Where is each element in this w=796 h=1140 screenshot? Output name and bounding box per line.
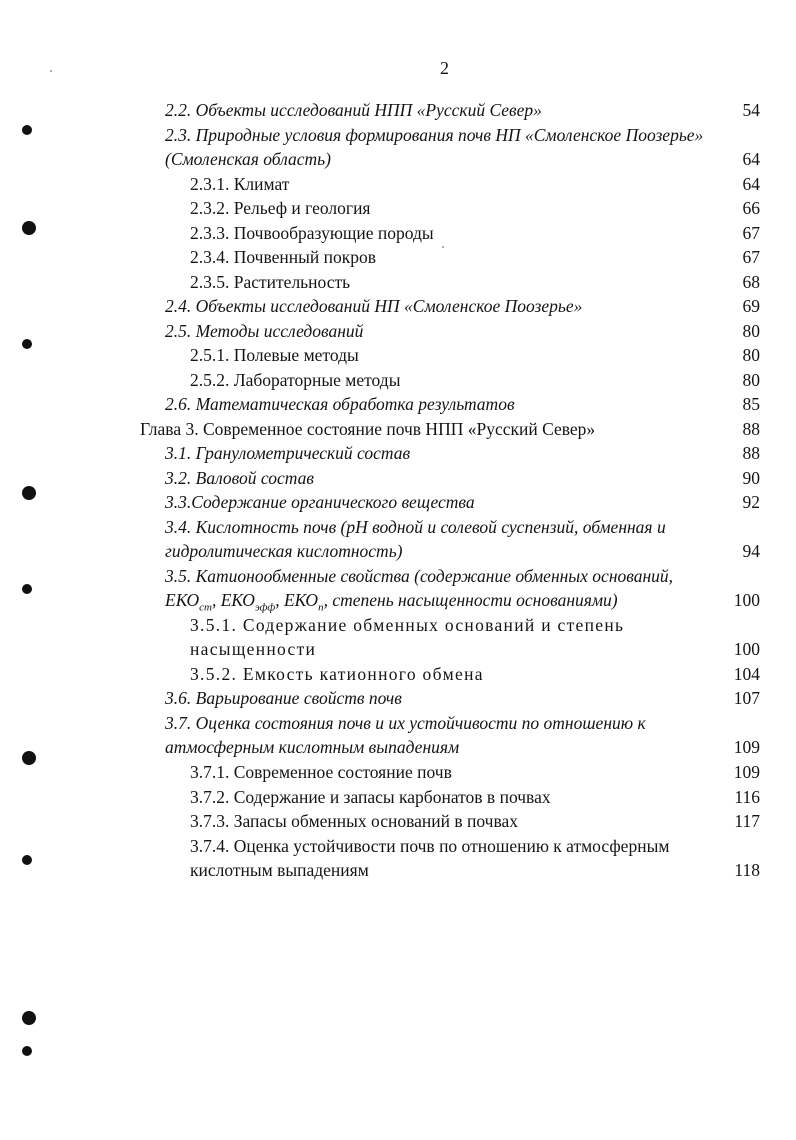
toc-page: 85 [742,394,760,414]
toc-entry: 2.5.2. Лабораторные методы [190,370,401,390]
toc-entry: 3.6. Варьирование свойств почв [165,688,402,708]
toc-page: 88 [742,443,760,463]
toc-page: 100 [733,590,760,610]
eko-label: , ЕКО [211,590,255,610]
toc-page: 64 [742,174,760,194]
eko-sub-eff: эфф [254,601,276,614]
toc-entry: 2.3.1. Климат [190,174,290,194]
toc-entry: 3.7.4. Оценка устойчивости почв по отношению к атмосферным [190,836,670,856]
toc-entry: 3.7.2. Содержание и запасы карбонатов в почвах [190,787,551,807]
binder-hole [22,1011,36,1025]
toc-entry: кислотным выпадениям [190,860,369,880]
toc-entry: 2.3.5. Растительность [190,272,351,292]
toc-page: 116 [734,787,760,807]
toc-page: 90 [742,468,760,488]
toc-entry: 3.5.2. Емкость катионного обмена [190,664,484,684]
binder-hole [22,486,36,500]
toc-entry: (Смоленская область) [165,149,331,169]
toc-entry: 3.7.3. Запасы обменных оснований в почвах [190,811,519,831]
toc-entry: 2.5.1. Полевые методы [190,345,359,365]
toc-chapter: Глава 3. Современное состояние почв НПП «Русский Север» [140,419,596,439]
eko-tail: , степень насыщенности основаниями) [323,590,618,610]
toc-page: 117 [734,811,760,831]
toc-entry: 2.3.2. Рельеф и геология [190,198,371,218]
toc-page: 109 [733,737,760,757]
binder-hole [22,751,36,765]
toc-page: 54 [742,100,760,120]
toc-entry: насыщенности [190,639,317,659]
toc-page: 109 [733,762,760,782]
toc-entry: 3.7.1. Современное состояние почв [190,762,452,782]
toc-page: 67 [742,223,760,243]
toc-entry: 2.2. Объекты исследований НПП «Русский Север» [165,100,542,120]
toc-page: 104 [733,664,760,684]
binder-hole [22,221,36,235]
binder-hole-mark [22,339,32,349]
binder-hole-mark [22,855,32,865]
toc-entry: 2.4. Объекты исследований НП «Смоленское Поозерье» [165,296,583,316]
toc-entry: 3.1. Гранулометрический состав [165,443,411,463]
toc-page: 66 [742,198,760,218]
toc-entry: 2.3.3. Почвообразующие породы [190,223,434,243]
toc-page: 118 [734,860,760,880]
binder-hole-mark [22,125,32,135]
toc-page: 80 [742,370,760,390]
toc-page: 69 [742,296,760,316]
toc-page: 64 [742,149,760,169]
toc-entry: 2.3.4. Почвенный покров [190,247,377,267]
binder-hole-mark [22,1046,32,1056]
toc-entry: 3.7. Оценка состояния почв и их устойчивости по отношению к [165,713,646,733]
toc-page: 80 [742,345,760,365]
toc-page: 80 [742,321,760,341]
toc-entry: 3.2. Валовой состав [165,468,314,488]
toc-entry: 2.3. Природные условия формирования почв НП «Смоленское Поозерье» [165,125,704,145]
toc-page: 92 [742,492,760,512]
toc-page: 68 [742,272,760,292]
toc-entry: 2.5. Методы исследований [165,321,364,341]
toc-entry: атмосферным кислотным выпадениям [165,737,460,757]
toc-page: 94 [742,541,760,561]
toc-entry: 3.3.Содержание органического вещества [165,492,475,512]
toc-entry: гидролитическая кислотность) [165,541,403,561]
scan-speck [50,70,52,72]
toc-entry: 3.5.1. Содержание обменных оснований и степень [190,615,625,635]
toc-page: 107 [733,688,760,708]
binder-hole-mark [22,584,32,594]
eko-label: ЕКО [165,590,200,610]
scan-speck [442,246,444,248]
toc-page: 67 [742,247,760,267]
page-number: 2 [440,58,449,78]
eko-label: , ЕКО [275,590,319,610]
toc-page: 100 [733,639,760,659]
toc-entry: 2.6. Математическая обработка результатов [165,394,515,414]
toc-entry: 3.5. Катионообменные свойства (содержание обменных оснований, [165,566,674,586]
toc-page: 88 [742,419,760,439]
eko-sub-st: ст [199,601,212,614]
toc-entry: 3.4. Кислотность почв (рН водной и солевой суспензий, обменная и [165,517,666,537]
eko-sub-p: п [318,601,324,614]
